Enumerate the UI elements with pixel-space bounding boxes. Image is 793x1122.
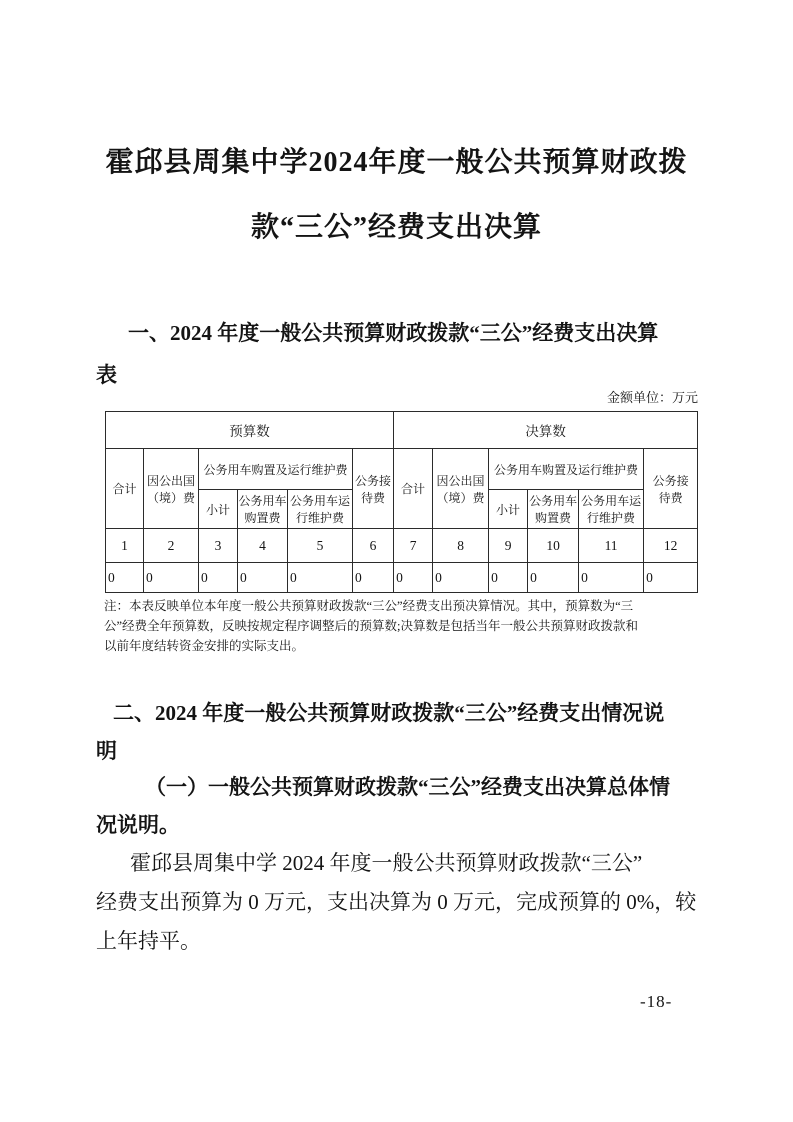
three-public-expense-table — [105, 411, 698, 593]
amount-unit-note: 金额单位：万元 — [606, 390, 698, 405]
column-number: 3 — [199, 529, 238, 563]
section1-heading-line1: 一、2024 年度一般公共预算财政拨款“三公”经费支出决算 — [128, 321, 659, 345]
subsection1-heading-line2: 况说明。 — [96, 813, 180, 837]
value-cell: 0 — [288, 563, 353, 593]
budget-col-total: 合计 — [106, 449, 144, 529]
final-col-vehicle-subtotal: 小计 — [489, 490, 528, 529]
subsection1-heading — [96, 768, 700, 844]
column-number: 11 — [579, 529, 644, 563]
column-number: 4 — [238, 529, 288, 563]
value-cell: 0 — [579, 563, 644, 593]
table-row — [106, 449, 698, 490]
table-row — [106, 412, 698, 449]
column-number: 6 — [353, 529, 394, 563]
value-cell: 0 — [394, 563, 433, 593]
summary-paragraph-line1: 霍邱县周集中学 2024 年度一般公共预算财政拨款“三公” — [130, 851, 643, 875]
table-footnote — [104, 596, 702, 656]
section1-heading — [96, 312, 700, 396]
document-title — [0, 130, 793, 260]
value-cell: 0 — [144, 563, 199, 593]
column-number-row — [106, 529, 698, 563]
document-title-line1: 霍邱县周集中学2024年度一般公共预算财政拨 — [105, 147, 688, 178]
value-cell: 0 — [106, 563, 144, 593]
value-cell: 0 — [238, 563, 288, 593]
value-cell: 0 — [489, 563, 528, 593]
column-number: 7 — [394, 529, 433, 563]
column-number: 12 — [644, 529, 698, 563]
subsection1-heading-line1: （一）一般公共预算财政拨款“三公”经费支出决算总体情 — [145, 775, 670, 799]
table-footnote-line3: 以前年度结转资金安排的实际支出。 — [104, 639, 305, 653]
column-number: 5 — [288, 529, 353, 563]
column-number: 1 — [106, 529, 144, 563]
value-row — [106, 563, 698, 593]
page-number: -18- — [640, 992, 673, 1011]
value-cell: 0 — [199, 563, 238, 593]
summary-paragraph-line3: 上年持平。 — [96, 929, 201, 953]
budget-col-reception: 公务接待费 — [353, 449, 394, 529]
summary-paragraph — [96, 844, 700, 961]
column-number: 9 — [489, 529, 528, 563]
final-col-total: 合计 — [394, 449, 433, 529]
value-cell: 0 — [353, 563, 394, 593]
column-number: 10 — [528, 529, 579, 563]
budget-col-vehicle-maintenance: 公务用车运行维护费 — [288, 490, 353, 529]
value-cell: 0 — [433, 563, 489, 593]
value-cell: 0 — [644, 563, 698, 593]
budget-col-vehicle-group: 公务用车购置及运行维护费 — [199, 449, 353, 490]
column-number: 2 — [144, 529, 199, 563]
section1-heading-line2: 表 — [96, 363, 117, 387]
final-group-header: 决算数 — [394, 412, 698, 449]
budget-col-vehicle-purchase: 公务用车购置费 — [238, 490, 288, 529]
value-cell: 0 — [528, 563, 579, 593]
final-col-abroad: 因公出国（境）费 — [433, 449, 489, 529]
section2-heading-line2: 明 — [96, 739, 117, 763]
table-footnote-line2: 公”经费全年预算数，反映按规定程序调整后的预算数;决算数是包括当年一般公共预算财政拨款和 — [104, 619, 639, 633]
section2-heading-line1: 二、2024 年度一般公共预算财政拨款“三公”经费支出情况说 — [113, 701, 665, 725]
final-col-reception: 公务接待费 — [644, 449, 698, 529]
table-footnote-line1: 注：本表反映单位本年度一般公共预算财政拨款“三公”经费支出预决算情况。其中，预算数为“三 — [104, 599, 634, 613]
budget-col-vehicle-subtotal: 小计 — [199, 490, 238, 529]
section2-heading — [96, 694, 700, 770]
final-col-vehicle-purchase: 公务用车购置费 — [528, 490, 579, 529]
document-title-line2: 款“三公”经费支出决算 — [250, 212, 542, 243]
final-col-vehicle-maintenance: 公务用车运行维护费 — [579, 490, 644, 529]
budget-group-header: 预算数 — [106, 412, 394, 449]
column-number: 8 — [433, 529, 489, 563]
final-col-vehicle-group: 公务用车购置及运行维护费 — [489, 449, 644, 490]
budget-col-abroad: 因公出国（境）费 — [144, 449, 199, 529]
summary-paragraph-line2: 经费支出预算为 0 万元，支出决算为 0 万元，完成预算的 0%，较 — [96, 890, 697, 914]
